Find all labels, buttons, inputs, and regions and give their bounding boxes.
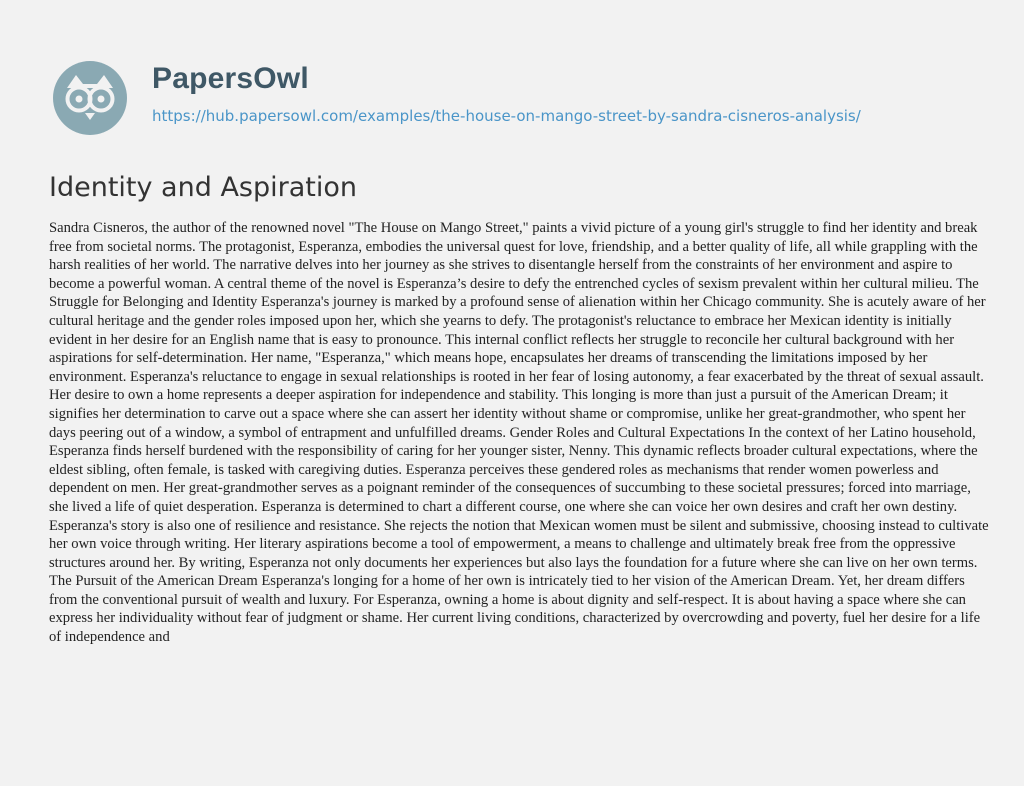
article-body: Sandra Cisneros, the author of the renowned novel "The House on Mango Street," paints a vivid picture of a young girl's struggle to find her identity and break free from societal norms. The protagonist, Esperanza, embodies the universal quest for love, friendship, and a better quality of life, all while grappling with the harsh realities of her world. The narrative delves into her journey as she strives to disentangle herself from the constraints of her environment and aspire to become a powerful woman. A central theme of the novel is Esperanza’s desire to defy the entrenched cycles of sexism prevalent within her cultural milieu. The Struggle for Belonging and Identity Esperanza's journey is marked by a profound sense of alienation within her Chicago community. She is acutely aware of her cultural heritage and the gender roles imposed upon her, which she yearns to defy. The protagonist's reluctance to embrace her Mexican identity is initially evident in her desire for an English name that is easy to pronounce. This internal conflict reflects her struggle to reconcile her cultural background with her aspirations for self-determination. Her name, "Esperanza," which means hope, encapsulates her dreams of transcending the limitations imposed by her environment. Esperanza's reluctance to engage in sexual relationships is rooted in her fear of losing autonomy, a fear exacerbated by the threat of sexual assault. Her desire to own a home represents a deeper aspiration for independence and stability. This longing is more than just a pursuit of the American Dream; it signifies her determination to carve out a space where she can assert her identity without shame or compromise, unlike her great-grandmother, who spent her days peering out of a window, a symbol of entrapment and unfulfilled dreams. Gender Roles and Cultural Expectations In the context of her Latino household, Esperanza finds herself burdened with the responsibility of caring for her younger sister, Nenny. This dynamic reflects broader cultural expectations, where the eldest sibling, often female, is tasked with caregiving duties. Esperanza perceives these gendered roles as mechanisms that render women powerless and dependent on men. Her great-grandmother serves as a poignant reminder of the consequences of succumbing to these societal pressures; forced into marriage, she lived a life of quiet desperation. Esperanza is determined to chart a different course, one where she can voice her own desires and craft her own destiny. Esperanza's story is also one of resilience and resistance. She rejects the notion that Mexican women must be silent and submissive, choosing instead to cultivate her own voice through writing. Her literary aspirations become a tool of empowerment, a means to challenge and ultimately break free from the oppressive structures around her. By writing, Esperanza not only documents her experiences but also lays the foundation for a future where she can live on her own terms. The Pursuit of the American Dream Esperanza's longing for a home of her own is intricately tied to her vision of the American Dream. Yet, her dream differs from the conventional pursuit of wealth and luxury. For Esperanza, owning a home is about dignity and self-respect. It is about having a space where she can express her individuality without fear of judgment or shame. Her current living conditions, characterized by overcrowding and poverty, fuel her desire for a life of independence and xyxy=(49,220,989,646)
article-title: Identity and Aspiration xyxy=(49,172,357,203)
brand-name[interactable]: PapersOwl xyxy=(152,62,309,95)
source-url-link[interactable]: https://hub.papersowl.com/examples/the-house-on-mango-street-by-sandra-cisneros-analysis/ xyxy=(152,107,861,125)
site-header xyxy=(0,0,1024,150)
owl-logo-icon[interactable] xyxy=(50,58,130,138)
